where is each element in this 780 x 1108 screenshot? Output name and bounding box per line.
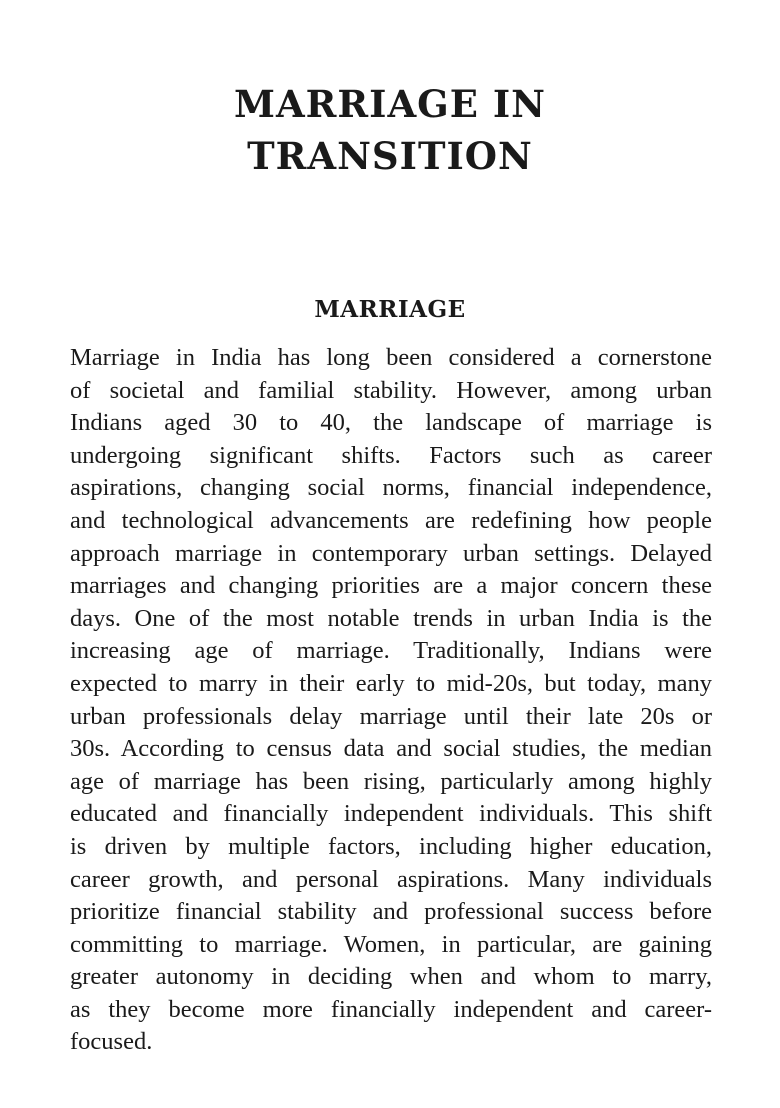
body-line: expected to marry in their early to mid-20s, but today, many <box>70 669 712 697</box>
body-line: days. One of the most notable trends in urban India is the <box>70 604 712 632</box>
body-line: is driven by multiple factors, including higher education, <box>70 832 712 860</box>
body-line: prioritize financial stability and professional success before <box>70 898 712 926</box>
body-line: approach marriage in contemporary urban settings. Delayed <box>70 539 712 567</box>
body-line: Marriage in India has long been considered a cornerstone <box>70 344 712 371</box>
body-line: focused. <box>70 1028 153 1056</box>
body-line: Indians aged 30 to 40, the landscape of marriage is <box>70 409 712 437</box>
body-line: 30s. According to census data and social studies, the median <box>70 735 712 763</box>
body-line: and technological advancements are redefining how people <box>70 506 712 534</box>
chapter-title-line: MARRIAGE IN <box>234 82 546 126</box>
body-line: of societal and familial stability. However, among urban <box>70 376 712 404</box>
body-line: as they become more financially independent and career- <box>70 995 712 1023</box>
body-line: committing to marriage. Women, in particular, are gaining <box>70 930 712 958</box>
body-line: aspirations, changing social norms, financial independence, <box>70 474 712 502</box>
body-line: increasing age of marriage. Traditionally, Indians were <box>70 637 712 665</box>
chapter-title-line: TRANSITION <box>247 134 533 178</box>
body-line: greater autonomy in deciding when and whom to marry, <box>70 963 712 991</box>
body-line: undergoing significant shifts. Factors such as career <box>70 441 712 469</box>
body-line: educated and financially independent individuals. This shift <box>70 800 712 828</box>
body-line: career growth, and personal aspirations. Many individuals <box>70 865 712 893</box>
section-heading: MARRIAGE <box>314 296 466 323</box>
body-line: urban professionals delay marriage until their late 20s or <box>70 702 712 730</box>
body-line: marriages and changing priorities are a major concern these <box>70 572 712 600</box>
body-paragraph <box>70 342 712 1059</box>
body-line: age of marriage has been rising, particularly among highly <box>70 767 712 795</box>
chapter-title <box>0 78 780 182</box>
